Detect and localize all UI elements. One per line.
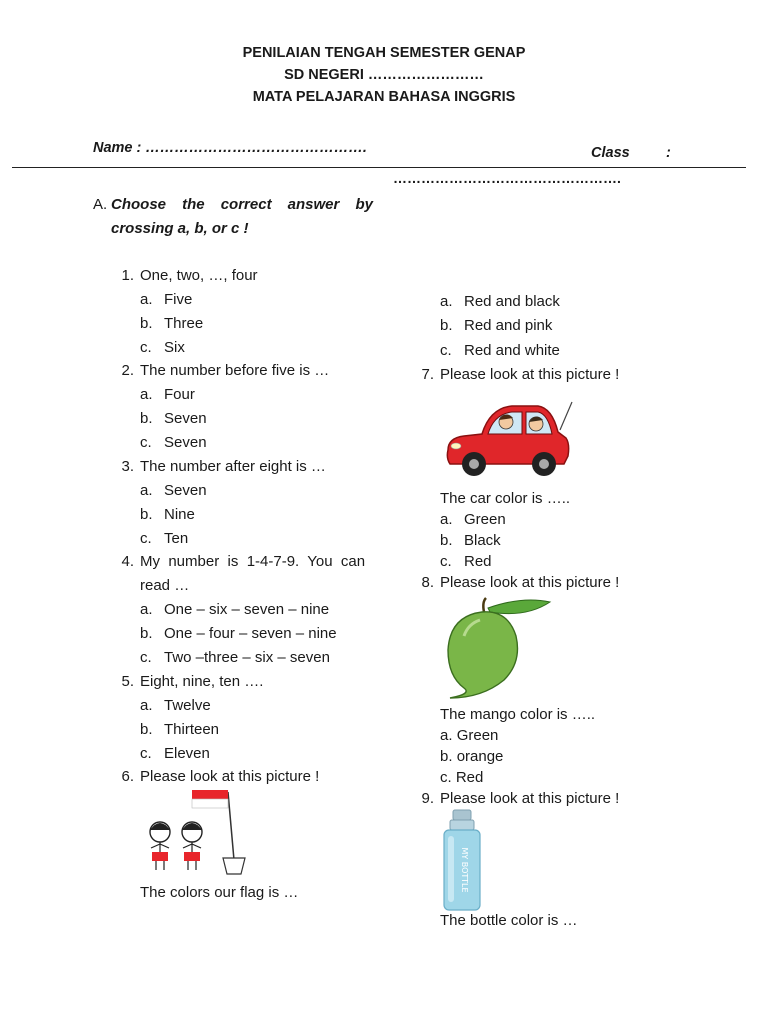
question-8-stem: The mango color is ….. [440,706,596,723]
question-text: Please look at this picture ! [140,768,320,785]
instruction-word: answer [287,196,340,213]
class-field: Class : [591,145,671,161]
question-text: The number after eight is … [140,458,326,475]
option-8c[interactable]: c. Red [440,769,484,786]
exam-title: PENILAIAN TENGAH SEMESTER GENAP [242,45,526,61]
name-field: Name : ………………………………………. [93,140,367,156]
option-3b[interactable]: b. Nine [140,506,195,523]
question-text: Please look at this picture ! [440,574,620,591]
question-number: 2. [121,362,134,379]
option-6b[interactable]: b. Red and pink [440,317,553,334]
flag-red-stripe [192,790,228,799]
question-9-stem: The bottle color is … [440,912,578,929]
option-1a[interactable]: a. Five [140,291,193,308]
green-mango-illustration [442,596,554,700]
option-4b[interactable]: b. One – four – seven – nine [140,625,337,642]
question-number: 1. [121,267,134,284]
option-2c[interactable]: c. Seven [140,434,207,451]
blue-bottle-illustration [440,808,484,912]
option-2a[interactable]: a. Four [140,386,195,403]
question-4-continued: read … [140,577,190,594]
instruction-line-1 [111,196,373,213]
question-7-stem: The car color is ….. [440,490,571,507]
class-field-dots: …………………………………………. [393,170,621,186]
option-6a[interactable]: a. Red and black [440,293,560,310]
option-7c[interactable]: c. Red [440,553,492,570]
option-6c[interactable]: c. Red and white [440,342,560,359]
question-number: 5. [121,673,134,690]
instruction-line-2: crossing a, b, or c ! [111,220,249,237]
option-5b[interactable]: b. Thirteen [140,721,220,738]
question-text: The number before five is … [140,362,330,379]
question-number: 4. [121,553,134,570]
instruction-word: by [355,196,373,213]
school-name: SD NEGERI …………………… [284,67,484,83]
option-7b[interactable]: b. Black [440,532,501,549]
option-7a[interactable]: a. Green [440,511,506,528]
question-number: 7. [421,366,434,383]
option-1b[interactable]: b. Three [140,315,204,332]
option-1c[interactable]: c. Six [140,339,185,356]
question-number: 9. [421,790,434,807]
option-3c[interactable]: c. Ten [140,530,189,547]
section-a-instruction [93,196,373,237]
option-5c[interactable]: c. Eleven [140,745,210,762]
flag-white-stripe [192,799,228,808]
subject-title: MATA PELAJARAN BAHASA INGGRIS [252,89,516,105]
question-number: 8. [421,574,434,591]
question-text: Please look at this picture ! [440,790,620,807]
divider-line [12,167,746,168]
children-flag-illustration [140,786,252,878]
bottle-label-text: MY BOTTLE [460,847,469,893]
option-4c[interactable]: c. Two –three – six – seven [140,649,330,666]
question-text: Eight, nine, ten …. [140,673,264,690]
option-8b[interactable]: b. orange [440,748,504,765]
section-letter: A. [93,196,108,213]
question-number: 3. [121,458,134,475]
instruction-word: the [182,196,205,213]
option-4a[interactable]: a. One – six – seven – nine [140,601,330,618]
instruction-word: correct [220,196,272,213]
option-2b[interactable]: b. Seven [140,410,207,427]
question-text: Please look at this picture ! [440,366,620,383]
question-text: My number is 1-4-7-9. You can [140,553,366,570]
option-8a[interactable]: a. Green [440,727,499,744]
instruction-word: Choose [111,196,167,213]
question-6-stem: The colors our flag is … [140,884,299,901]
red-car-illustration [442,396,574,484]
option-5a[interactable]: a. Twelve [140,697,211,714]
question-number: 6. [121,768,134,785]
question-text: One, two, …, four [140,267,258,284]
option-3a[interactable]: a. Seven [140,482,207,499]
